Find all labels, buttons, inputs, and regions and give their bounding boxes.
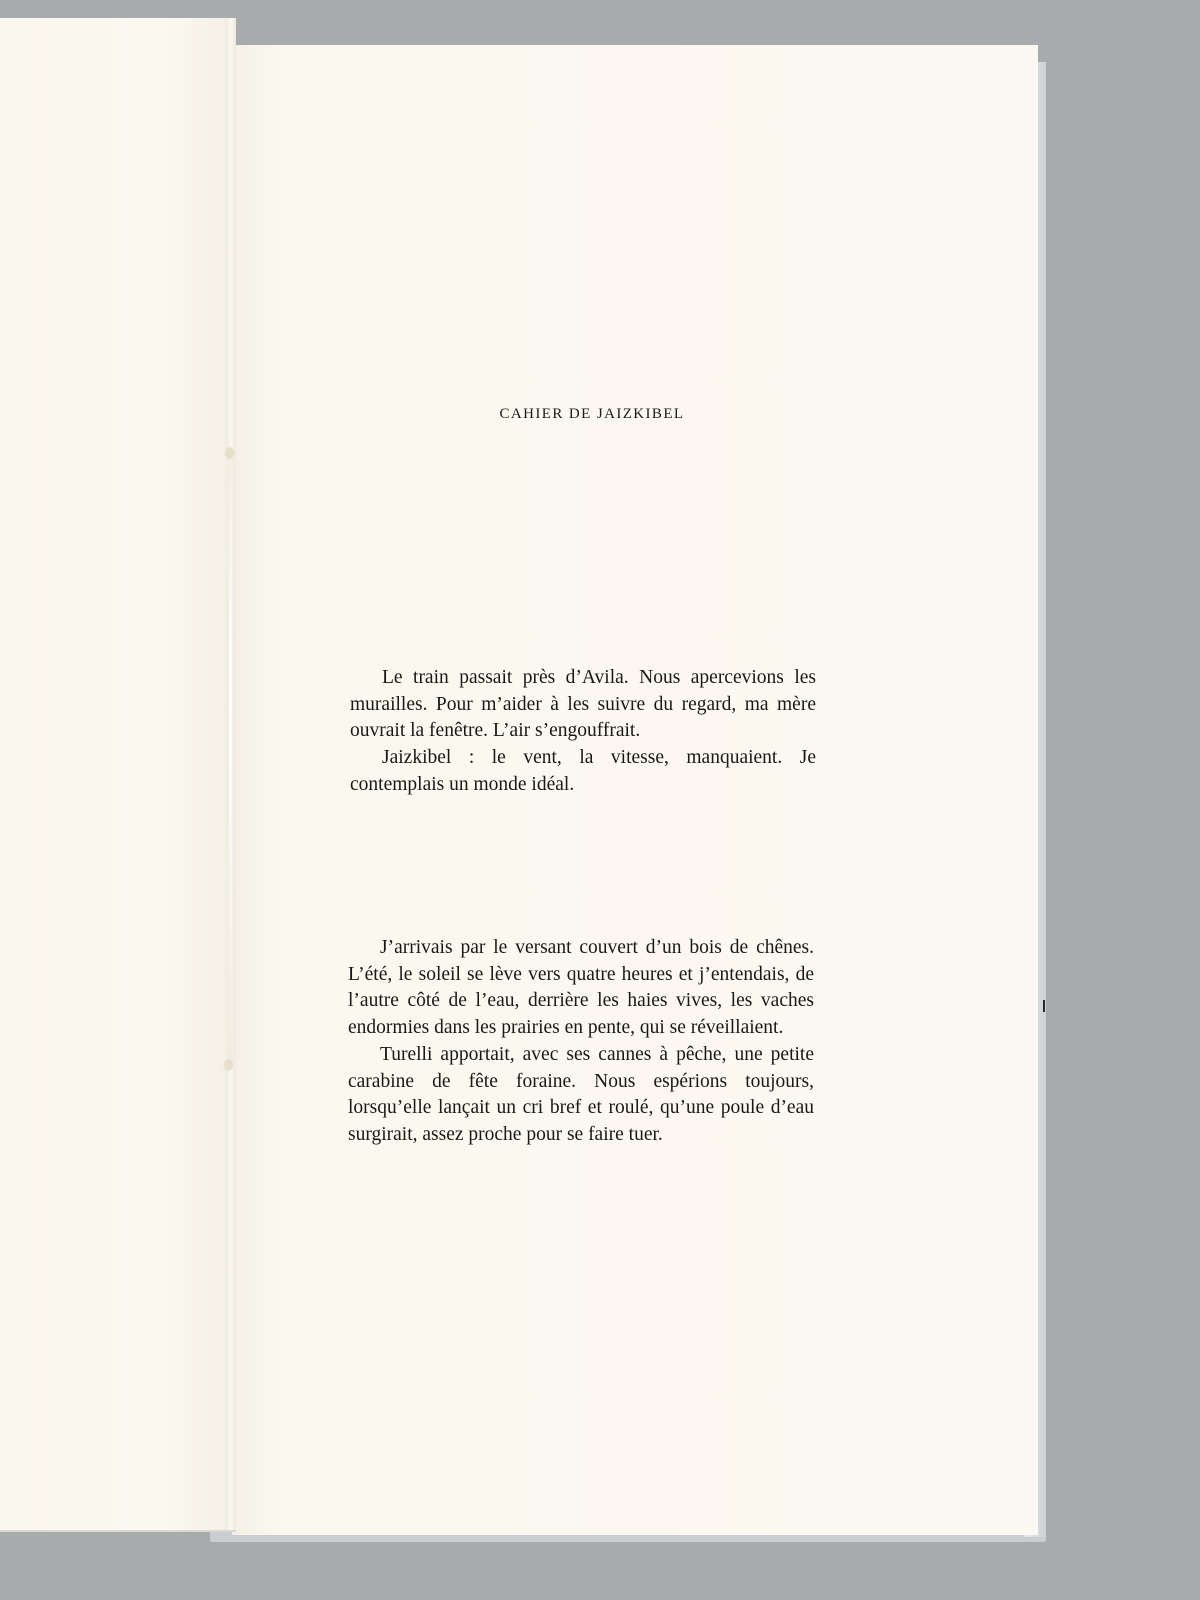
binding-knot-bottom: [225, 1060, 232, 1070]
paragraph: Le train passait près d’Avila. Nous apercevions les murailles. Pour m’aider à les suivre du regard, ma mère ouvrait la fenêtre. L’air s’engouffrait.: [350, 667, 816, 742]
section-title: CAHIER DE JAIZKIBEL: [499, 406, 685, 422]
binding-knot-top: [226, 448, 233, 458]
paragraph: J’arrivais par le versant couvert d’un bois de chênes. L’été, le soleil se lève vers quatre heures et j’entendais, de l’autre côté de l’eau, derrière les haies vives, les vaches endormies dans les prairies en pente, qui se réveillaient.: [348, 937, 814, 1039]
paragraph: Turelli apportait, avec ses cannes à pêche, une petite carabine de fête foraine. Nous espérions toujours, lorsqu’elle lançait un cri bref et roulé, qu’une poule d’eau surgirait, assez proche pour se faire tuer.: [348, 1043, 814, 1145]
page-edge-mark: [1043, 1000, 1045, 1012]
text-block-1: [350, 665, 816, 799]
paragraph: Jaizkibel : le vent, la vitesse, manquaient. Je contemplais un monde idéal.: [350, 747, 816, 795]
left-page: [0, 18, 236, 1532]
text-block-2: [348, 935, 814, 1149]
binding-thread: [229, 452, 232, 1067]
